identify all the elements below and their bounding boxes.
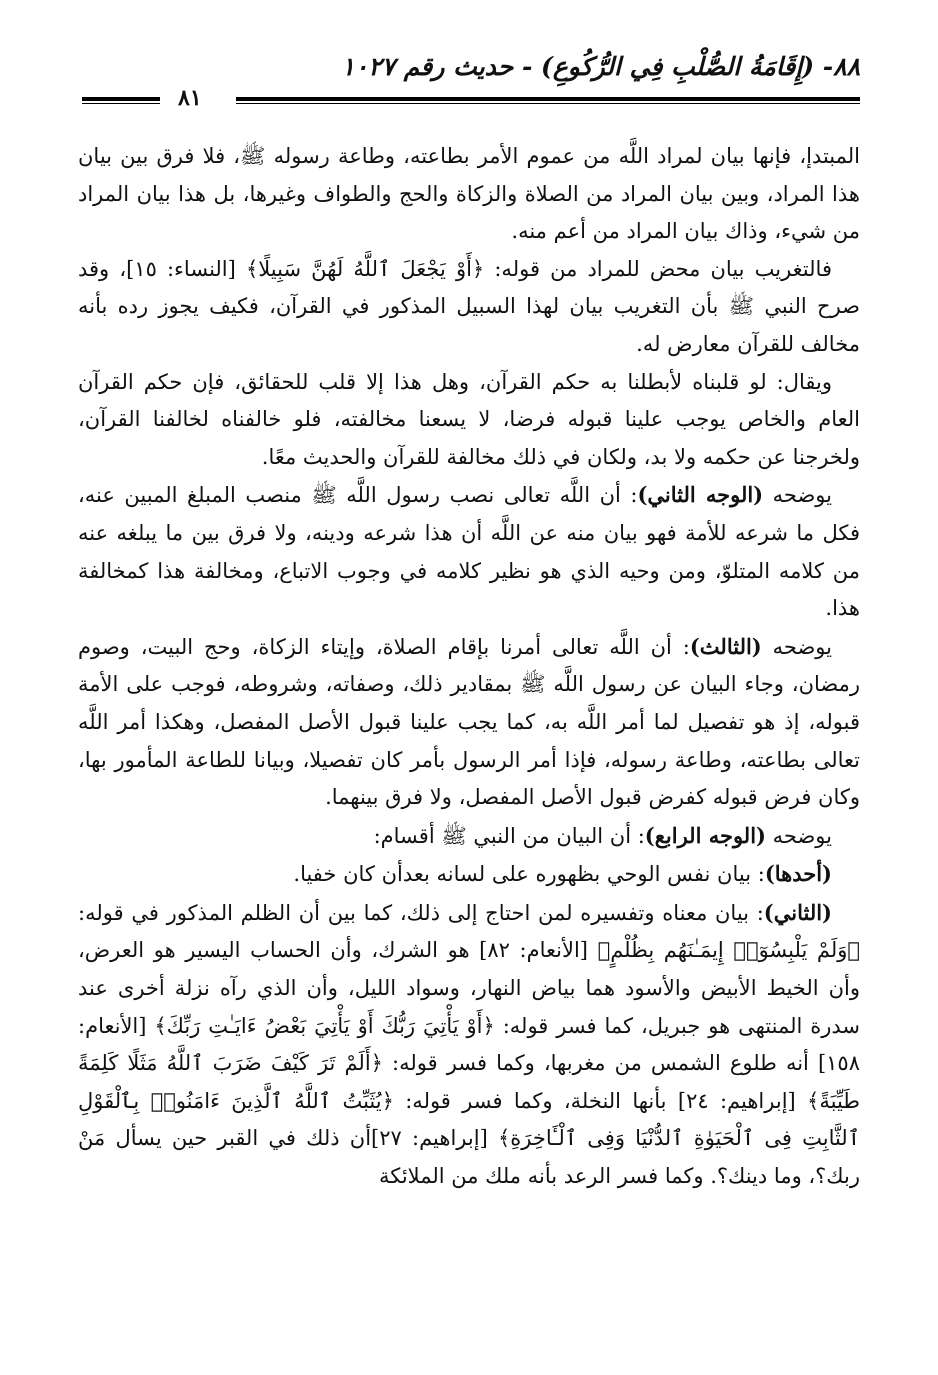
paragraph-text: : أن اللَّه تعالى نصب رسول اللَّه ﷺ منصب المبلغ المبين عنه، فكل ما شرعه للأمة فهو بيان منه عن اللَّه أن هذا شرعه ودينه، ولا فرق بين ما يبلغه عنه من كلامه المتلوّ، ومن وحيه الذي هو نظير كلامه في وجوب الاتباع، ومخالفة هذا كمخالفة هذا. [78,483,860,621]
page-number: ٨١ [178,85,202,111]
paragraph-text: : أن البيان من النبي ﷺ أقسام: [373,823,645,848]
section-label: (الثاني) [763,899,832,925]
paragraph-text: : بيان معناه وتفسيره لمن احتاج إلى ذلك، كما بين أن الظلم المذكور في قوله: ﴿وَلَمْ يَلْبِسُوٓا۟ إِيمَـٰنَهُم بِظُلْمٍ﴾ [الأنعام: ٨٢] هو الشرك، وأن الحساب اليسير هو العرض، وأن الخيط الأبيض والأسود هما بياض النهار، وسواد الليل، وأن الذي رآه نزلة أخرى عند سدرة المنتهى هو جبريل، كما فسر قوله: ﴿أَوْ يَأْتِيَ رَبُّكَ أَوْ يَأْتِيَ بَعْضُ ءَايَـٰتِ رَبِّكَ﴾ [الأنعام: ١٥٨] أنه طلوع الشمس من مغربها، وكما فسر قوله: ﴿أَلَمْ تَرَ كَيْفَ ضَرَبَ ٱللَّهُ مَثَلًا كَلِمَةً طَيِّبَةً﴾ [إبراهيم: ٢٤] بأنها النخلة، وكما فسر قوله: ﴿يُثَبِّتُ ٱللَّهُ ٱلَّذِينَ ءَامَنُوا۟ بِٱلْقَوْلِ ٱلثَّابِتِ فِى ٱلْحَيَوٰةِ ٱلدُّنْيَا وَفِى ٱلْـَٔاخِرَةِ﴾ [إبراهيم: ٢٧]أن ذلك في القبر حين يسأل مَنْ ربك؟، وما دينك؟. وكما فسر الرعد بأنه ملك من الملائكة [78,900,861,1189]
paragraph-text: يوضحه [763,483,832,508]
body-paragraph [78,628,860,817]
paragraph-text: ويقال: لو قلبناه لأبطلنا به حكم القرآن، وهل هذا إلا قلب للحقائق، فإن حكم القرآن العام والخاص يوجب علينا قبوله فرضا، لا يسعنا مخالفته، فلو خالفناه لخالفنا القرآن، ولخرجنا عن حكمه ولا بد، ولكان في ذلك مخالفة للقرآن والحديث معًا. [78,369,860,469]
body-paragraph [78,138,860,251]
header-rule-left [82,97,160,101]
header-rule-thin [236,103,860,104]
body-paragraph [78,251,860,364]
body-paragraph [78,817,860,856]
paragraph-text: المبتدإ، فإنها بيان لمراد اللَّه من عموم الأمر بطاعته، وطاعة رسوله ﷺ، فلا فرق بين بيان هذا المراد، وبين بيان المراد من الصلاة والزكاة والحج والطواف وغيرها، بل هذا بيان المراد من شيء، وذاك بيان المراد من أعم منه. [78,144,860,244]
section-label: (الوجه الرابع) [644,822,766,848]
section-label: (أحدها) [764,861,832,887]
body-paragraph [78,894,860,1196]
header-rule [236,97,860,101]
body-paragraph [78,364,860,477]
paragraph-text: : أن اللَّه تعالى أمرنا بإقام الصلاة، وإيتاء الزكاة، وحج البيت، وصوم رمضان، وجاء البيان عن رسول اللَّه ﷺ بمقادير ذلك، وصفاته، وشروطه، فوجب على الأمة قبوله، إذ هو تفصيل لما أمر اللَّه به، كما يجب علينا قبول الأصل المفصل، وهكذا أمر اللَّه تعالى بطاعته، وطاعة رسوله، فإذا أمر الرسول بأمر كان تفصيلا، وبيانا للطاعة المأمور بها، وكان فرض قبوله كفرض قبول الأصل المفصل، ولا فرق بينهما. [78,634,860,810]
section-label: (الثالث) [689,633,762,659]
header-rule-left-thin [82,103,160,104]
page-body [78,138,860,1196]
paragraph-text: يوضحه [765,823,832,848]
body-paragraph [78,476,860,627]
paragraph-text: يوضحه [761,634,833,659]
running-title: ٨٨- (إِقَامَةُ الصُّلْبِ فِي الرُّكُوعِ) - حديث رقم ١٠٢٧ [341,52,860,81]
paragraph-text: : بيان نفس الوحي بظهوره على لسانه بعدأن كان خفيا. [293,862,765,887]
paragraph-text: فالتغريب بيان محض للمراد من قوله: ﴿أَوْ يَجْعَلَ ٱللَّهُ لَهُنَّ سَبِيلًا﴾ [النساء: ١٥]، وقد صرح النبي ﷺ بأن التغريب بيان لهذا السبيل المذكور في القرآن، فكيف يجوز رده بأنه مخالف للقرآن معارض له. [78,256,860,356]
section-label: (الوجه الثاني) [637,482,764,508]
page-header [70,52,860,112]
body-paragraph [78,855,860,894]
